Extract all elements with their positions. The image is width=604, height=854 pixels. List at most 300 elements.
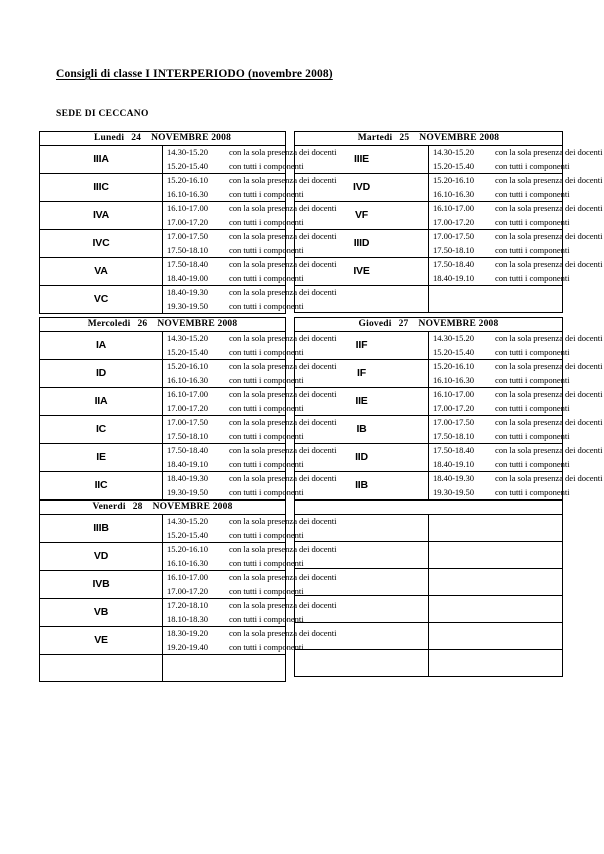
slot-description: con la sola presenza dei docenti [229, 287, 337, 297]
table-row [40, 655, 286, 682]
table-header-row [295, 318, 563, 332]
slot-description: con tutti i componenti [495, 374, 570, 385]
slot-description: con la sola presenza dei docenti [495, 175, 603, 185]
meeting-slot-line [167, 641, 304, 655]
slot-description: con la sola presenza dei docenti [229, 417, 337, 427]
slot-time: 17.50-18.40 [433, 445, 474, 455]
meeting-slot-line [433, 374, 570, 388]
slot-description: con la sola presenza dei docenti [229, 445, 337, 455]
slot-description: con tutti i componenti [229, 300, 304, 311]
slot-time: 18.40-19.10 [433, 458, 474, 469]
table-row [295, 416, 563, 444]
slot-description: con la sola presenza dei docenti [229, 600, 337, 610]
slot-description: con tutti i componenti [229, 613, 304, 624]
meeting-slot-line [167, 332, 337, 346]
meeting-slots-cell [163, 571, 337, 599]
meeting-slots-cell [163, 416, 337, 444]
meeting-slot-line [433, 244, 570, 258]
slot-description: con la sola presenza dei docenti [229, 544, 337, 554]
schedule-block [39, 317, 603, 500]
meeting-slot-line [167, 360, 337, 374]
meeting-slot-line [433, 444, 603, 458]
slot-description: con tutti i componenti [495, 188, 570, 199]
class-name-cell: IID [295, 444, 429, 472]
schedule-block [39, 500, 563, 682]
meeting-slots-cell [429, 174, 603, 202]
slot-time: 17.00-17.50 [433, 231, 474, 241]
meeting-slot-line [167, 627, 337, 641]
table-row [295, 569, 563, 596]
class-name-cell [295, 650, 429, 677]
meeting-slots-cell [429, 444, 603, 472]
meeting-slots-cell [163, 627, 337, 655]
slot-time: 18.40-19.00 [167, 272, 208, 283]
slot-time: 17.50-18.40 [433, 259, 474, 269]
slot-time: 19.20-19.40 [167, 641, 208, 652]
meeting-slot-line [167, 444, 337, 458]
meeting-slots-cell [163, 286, 337, 314]
slot-description: con la sola presenza dei docenti [495, 333, 603, 343]
month-year: NOVEMBRE 2008 [152, 502, 233, 512]
meeting-slot-line [167, 402, 304, 416]
table-row [295, 146, 563, 174]
meeting-slot-line [167, 416, 337, 430]
table-row [40, 258, 286, 286]
slot-description: con tutti i componenti [495, 458, 570, 469]
table-row [40, 230, 286, 258]
slot-time: 14.30-15.20 [167, 147, 208, 157]
table-row [295, 596, 563, 623]
slot-time: 18.30-19.20 [167, 628, 208, 638]
meeting-slot-line [433, 230, 603, 244]
class-name-cell [295, 515, 429, 542]
class-name-cell: IIIB [40, 515, 163, 543]
meeting-slot-line [167, 230, 337, 244]
table-row [295, 174, 563, 202]
class-name-cell: IIIA [40, 146, 163, 174]
slot-time: 17.50-18.10 [167, 430, 208, 441]
table-row [295, 515, 563, 542]
day-name: Mercoledi [87, 319, 131, 329]
meeting-slot-line [433, 332, 603, 346]
meeting-slots-cell [163, 599, 337, 627]
table-row [40, 202, 286, 230]
slot-description: con tutti i componenti [229, 216, 304, 227]
meeting-slots-cell [429, 416, 603, 444]
slot-description: con tutti i componenti [495, 272, 570, 283]
meeting-slot-line [167, 585, 304, 599]
class-name-cell: IIIE [295, 146, 429, 174]
table-row [40, 174, 286, 202]
slot-description: con tutti i componenti [495, 160, 570, 171]
day-header-cell [40, 132, 286, 146]
meeting-slots-cell [429, 515, 563, 542]
schedule-half-left [39, 500, 337, 682]
meeting-slots-cell [429, 258, 603, 286]
slot-description: con la sola presenza dei docenti [495, 361, 603, 371]
slot-time: 14.30-15.20 [433, 333, 474, 343]
meeting-slot-line [167, 472, 337, 486]
day-name: Venerdi [92, 502, 126, 512]
meeting-slot-line [433, 430, 570, 444]
slot-description: con la sola presenza dei docenti [229, 147, 337, 157]
schedule-half-right [294, 131, 603, 313]
slot-time: 15.20-16.10 [433, 175, 474, 185]
table-row [40, 515, 286, 543]
table-row [295, 542, 563, 569]
slot-description: con tutti i componenti [229, 244, 304, 255]
class-name-cell: IIA [40, 388, 163, 416]
slot-time: 16.10-17.00 [167, 203, 208, 213]
day-header-cell [295, 318, 563, 332]
meeting-slots-cell [429, 472, 603, 500]
class-name-cell [295, 623, 429, 650]
meeting-slots-cell [429, 623, 563, 650]
month-year: NOVEMBRE 2008 [151, 133, 232, 143]
slot-time: 19.30-19.50 [167, 300, 208, 311]
day-number: 25 [399, 133, 410, 143]
month-year: NOVEMBRE 2008 [419, 133, 500, 143]
day-header-cell [295, 501, 563, 515]
class-name-cell: VB [40, 599, 163, 627]
meeting-slot-line [167, 202, 337, 216]
class-name-cell: IE [40, 444, 163, 472]
meeting-slots-cell [163, 332, 337, 360]
slot-time: 15.20-15.40 [167, 529, 208, 540]
table-header-row [40, 501, 286, 515]
meeting-slot-line [167, 613, 304, 627]
meeting-slot-line [433, 272, 570, 286]
slot-time: 19.30-19.50 [433, 486, 474, 497]
slot-description: con tutti i componenti [229, 458, 304, 469]
day-header-cell [295, 132, 563, 146]
slot-time: 16.10-17.00 [433, 203, 474, 213]
meeting-slots-cell [429, 332, 603, 360]
slot-description: con la sola presenza dei docenti [495, 445, 603, 455]
table-row [295, 202, 563, 230]
slot-time: 15.20-16.10 [167, 175, 208, 185]
meeting-slot-line [167, 515, 337, 529]
schedule-half-right [294, 317, 603, 500]
meeting-slot-line [433, 188, 570, 202]
schedule-table [294, 500, 563, 677]
meeting-slots-cell [163, 202, 337, 230]
class-name-cell: IVD [295, 174, 429, 202]
slot-time: 18.40-19.10 [167, 458, 208, 469]
meeting-slot-line [433, 346, 570, 360]
slot-description: con la sola presenza dei docenti [229, 628, 337, 638]
meeting-slot-line [167, 286, 337, 300]
slot-time: 15.20-15.40 [167, 346, 208, 357]
schedule-half-left [39, 131, 337, 314]
slot-description: con tutti i componenti [229, 585, 304, 596]
meeting-slot-line [433, 472, 603, 486]
day-number: 28 [132, 502, 143, 512]
table-header-row [40, 318, 286, 332]
slot-description: con la sola presenza dei docenti [229, 572, 337, 582]
class-name-cell: IVC [40, 230, 163, 258]
slot-description: con tutti i componenti [495, 486, 570, 497]
table-header-row [40, 132, 286, 146]
meeting-slot-line [433, 174, 603, 188]
slot-description: con tutti i componenti [229, 402, 304, 413]
table-row [40, 472, 286, 500]
slot-time: 17.00-17.20 [433, 216, 474, 227]
meeting-slot-line [167, 244, 304, 258]
table-row [295, 650, 563, 677]
slot-time: 18.40-19.30 [167, 473, 208, 483]
slot-description: con la sola presenza dei docenti [495, 389, 603, 399]
meeting-slot-line [433, 388, 603, 402]
table-row [295, 360, 563, 388]
slot-time: 14.30-15.20 [433, 147, 474, 157]
slot-time: 16.10-16.30 [433, 374, 474, 385]
slot-description: con tutti i componenti [229, 374, 304, 385]
slot-time: 17.50-18.40 [167, 445, 208, 455]
meeting-slots-cell [429, 388, 603, 416]
table-row [40, 571, 286, 599]
meeting-slot-line [167, 458, 304, 472]
slot-time: 16.10-16.30 [167, 557, 208, 568]
slot-description: con la sola presenza dei docenti [229, 203, 337, 213]
meeting-slots-cell [429, 360, 603, 388]
meeting-slot-line [433, 160, 570, 174]
meeting-slot-line [433, 458, 570, 472]
class-name-cell: IF [295, 360, 429, 388]
slot-time: 15.20-15.40 [433, 346, 474, 357]
slot-description: con tutti i componenti [229, 641, 304, 652]
class-name-cell: VA [40, 258, 163, 286]
class-name-cell: ID [40, 360, 163, 388]
table-row [40, 332, 286, 360]
meeting-slot-line [433, 486, 570, 500]
schedule-half-right [294, 500, 563, 677]
slot-time: 17.00-17.50 [433, 417, 474, 427]
table-row [295, 388, 563, 416]
meeting-slots-cell [163, 230, 337, 258]
day-number: 27 [398, 319, 409, 329]
meeting-slot-line [167, 388, 337, 402]
slot-description: con la sola presenza dei docenti [229, 259, 337, 269]
slot-time: 17.00-17.20 [167, 216, 208, 227]
slot-description: con la sola presenza dei docenti [229, 516, 337, 526]
class-name-cell: IB [295, 416, 429, 444]
slot-description: con tutti i componenti [495, 430, 570, 441]
meeting-slot-line [433, 402, 570, 416]
meeting-slot-line [167, 160, 304, 174]
table-row [40, 388, 286, 416]
slot-time: 16.10-17.00 [167, 572, 208, 582]
schedule-table [39, 500, 337, 682]
slot-time: 17.00-17.50 [167, 231, 208, 241]
meeting-slot-line [167, 557, 304, 571]
class-name-cell: IVB [40, 571, 163, 599]
meeting-slots-cell [429, 146, 603, 174]
schedule-table [39, 317, 337, 500]
table-row [40, 444, 286, 472]
slot-description: con tutti i componenti [495, 402, 570, 413]
slot-time: 17.50-18.40 [167, 259, 208, 269]
class-name-cell: IIC [40, 472, 163, 500]
month-year: NOVEMBRE 2008 [418, 319, 499, 329]
meeting-slot-line [433, 360, 603, 374]
class-name-cell [295, 542, 429, 569]
meeting-slots-cell [163, 174, 337, 202]
meeting-slot-line [167, 430, 304, 444]
class-name-cell: IC [40, 416, 163, 444]
page-title: Consigli di classe I INTERPERIODO (novembre 2008) [56, 68, 333, 80]
slot-time: 17.50-18.10 [433, 244, 474, 255]
class-name-cell: IVE [295, 258, 429, 286]
meeting-slot-line [167, 300, 304, 314]
meeting-slots-cell [163, 258, 337, 286]
meeting-slot-line [433, 146, 603, 160]
meeting-slots-cell [429, 202, 603, 230]
class-name-cell: VE [40, 627, 163, 655]
slot-description: con tutti i componenti [229, 160, 304, 171]
slot-time: 17.50-18.10 [167, 244, 208, 255]
meeting-slot-line [167, 188, 304, 202]
slot-time: 17.50-18.10 [433, 430, 474, 441]
schedule-table [294, 131, 603, 313]
class-name-cell: IIE [295, 388, 429, 416]
slot-description: con la sola presenza dei docenti [495, 231, 603, 241]
class-name-cell: VF [295, 202, 429, 230]
meeting-slots-cell [163, 146, 337, 174]
meeting-slot-line [167, 529, 304, 543]
meeting-slot-line [167, 272, 304, 286]
slot-description: con la sola presenza dei docenti [229, 333, 337, 343]
slot-description: con tutti i componenti [495, 244, 570, 255]
slot-time: 16.10-17.00 [167, 389, 208, 399]
schedule-half-left [39, 317, 337, 500]
day-name: Giovedi [358, 319, 392, 329]
meeting-slot-line [433, 258, 603, 272]
slot-time: 15.20-16.10 [167, 361, 208, 371]
table-row [295, 444, 563, 472]
day-name: Lunedi [93, 133, 125, 143]
meeting-slot-line [167, 258, 337, 272]
class-name-cell: IIID [295, 230, 429, 258]
class-name-cell: IIF [295, 332, 429, 360]
slot-time: 17.00-17.20 [167, 402, 208, 413]
class-name-cell: IA [40, 332, 163, 360]
meeting-slots-cell [429, 230, 603, 258]
table-row [295, 472, 563, 500]
slot-description: con tutti i componenti [229, 430, 304, 441]
slot-description: con la sola presenza dei docenti [229, 389, 337, 399]
class-name-cell: VC [40, 286, 163, 314]
day-number: 24 [131, 133, 142, 143]
slot-description: con tutti i componenti [229, 188, 304, 199]
meeting-slots-cell [163, 655, 286, 682]
slot-time: 14.30-15.20 [167, 333, 208, 343]
class-name-cell: IIIC [40, 174, 163, 202]
slot-description: con la sola presenza dei docenti [229, 175, 337, 185]
class-name-cell: VD [40, 543, 163, 571]
meeting-slot-line [167, 146, 337, 160]
meeting-slot-line [167, 174, 337, 188]
table-row [40, 360, 286, 388]
document-subtitle-location: SEDE DI CECCANO [56, 109, 149, 119]
meeting-slots-cell [163, 388, 337, 416]
slot-time: 15.20-16.10 [167, 544, 208, 554]
table-row [295, 332, 563, 360]
day-header-cell [40, 318, 286, 332]
meeting-slots-cell [429, 650, 563, 677]
slot-description: con la sola presenza dei docenti [495, 417, 603, 427]
table-row [295, 286, 563, 313]
meeting-slot-line [167, 543, 337, 557]
slot-description: con la sola presenza dei docenti [495, 147, 603, 157]
slot-description: con la sola presenza dei docenti [495, 473, 603, 483]
day-number: 26 [137, 319, 148, 329]
slot-time: 17.00-17.20 [167, 585, 208, 596]
meeting-slots-cell [429, 286, 563, 313]
table-row [295, 230, 563, 258]
meeting-slots-cell [163, 444, 337, 472]
month-year: NOVEMBRE 2008 [157, 319, 238, 329]
slot-description: con tutti i componenti [495, 216, 570, 227]
table-row [40, 599, 286, 627]
meeting-slots-cell [163, 360, 337, 388]
slot-time: 16.10-16.30 [167, 374, 208, 385]
meeting-slots-cell [429, 569, 563, 596]
slot-description: con tutti i componenti [229, 529, 304, 540]
slot-description: con tutti i componenti [229, 272, 304, 283]
slot-description: con la sola presenza dei docenti [229, 473, 337, 483]
table-row [40, 543, 286, 571]
meeting-slot-line [167, 374, 304, 388]
slot-time: 18.10-18.30 [167, 613, 208, 624]
class-name-cell: IVA [40, 202, 163, 230]
slot-time: 17.00-17.50 [167, 417, 208, 427]
slot-time: 18.40-19.30 [167, 287, 208, 297]
slot-time: 16.10-16.30 [433, 188, 474, 199]
schedule-block [39, 131, 603, 314]
table-header-row [295, 132, 563, 146]
day-header-cell [40, 501, 286, 515]
slot-time: 17.20-18.10 [167, 600, 208, 610]
slot-description: con la sola presenza dei docenti [229, 231, 337, 241]
slot-time: 17.00-17.20 [433, 402, 474, 413]
meeting-slot-line [167, 599, 337, 613]
slot-description: con la sola presenza dei docenti [495, 203, 603, 213]
slot-time: 15.20-15.40 [433, 160, 474, 171]
meeting-slots-cell [429, 596, 563, 623]
meeting-slot-line [167, 346, 304, 360]
slot-time: 16.10-17.00 [433, 389, 474, 399]
table-header-row [295, 501, 563, 515]
table-row [40, 146, 286, 174]
slot-description: con la sola presenza dei docenti [495, 259, 603, 269]
slot-time: 16.10-16.30 [167, 188, 208, 199]
class-name-cell: IIB [295, 472, 429, 500]
class-name-cell [295, 286, 429, 313]
slot-time: 18.40-19.10 [433, 272, 474, 283]
meeting-slot-line [433, 416, 603, 430]
schedule-table [39, 131, 337, 314]
class-name-cell [40, 655, 163, 682]
slot-description: con tutti i componenti [229, 346, 304, 357]
slot-time: 14.30-15.20 [167, 516, 208, 526]
slot-time: 19.30-19.50 [167, 486, 208, 497]
table-row [295, 623, 563, 650]
slot-description: con tutti i componenti [229, 557, 304, 568]
meeting-slots-cell [429, 542, 563, 569]
slot-description: con tutti i componenti [229, 486, 304, 497]
meeting-slot-line [167, 216, 304, 230]
